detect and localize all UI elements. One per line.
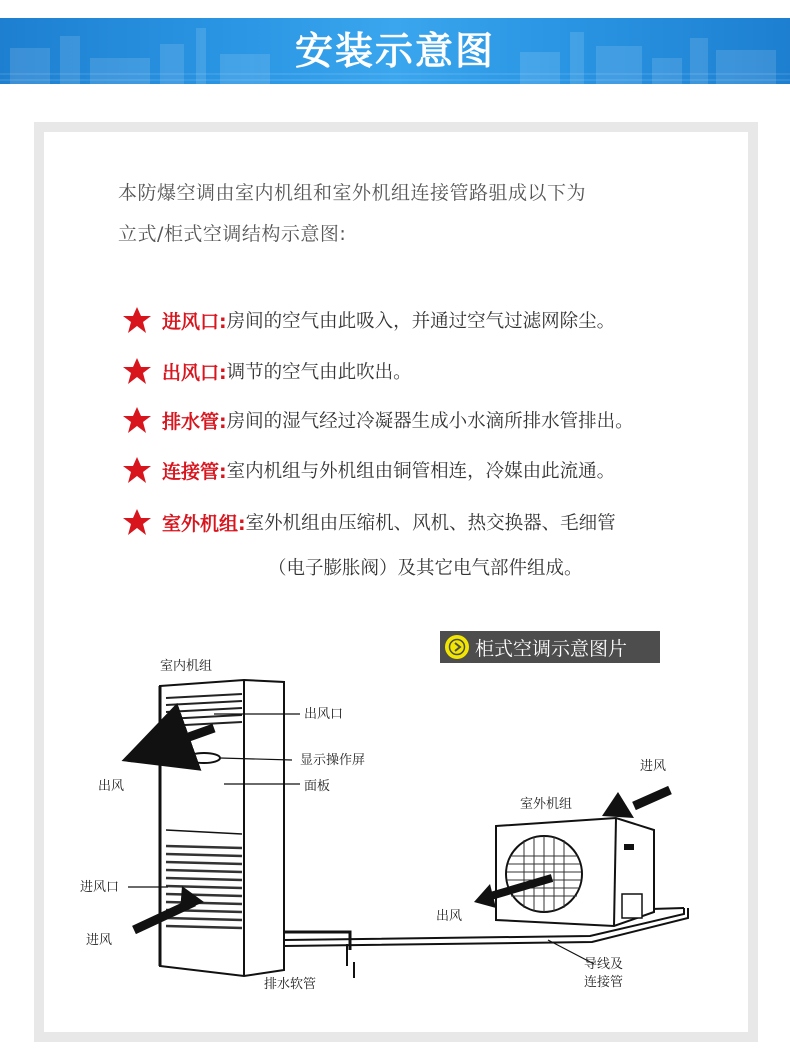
label-inlet: 进风口	[80, 880, 120, 895]
outdoor-inflow-arrow	[634, 790, 670, 806]
label-drain-hose: 排水软管	[264, 977, 317, 992]
intro-line-2: 立式/柜式空调结构示意图:	[118, 223, 347, 245]
red-star-icon	[122, 406, 152, 434]
feature-drain	[122, 405, 634, 435]
caption-text: 柜式空调示意图片	[475, 637, 628, 660]
label-wire-pipe-1: 导线及	[584, 957, 624, 972]
label-indoor-unit: 室内机组	[160, 659, 213, 674]
feature-label: 进风口:	[162, 310, 227, 333]
feature-outlet	[122, 356, 412, 386]
feature-text: 房间的空气由此吸入，并通过空气过滤网除尘。	[226, 311, 616, 332]
feature-text: 房间的湿气经过冷凝器生成小水滴所排水管排出。	[226, 411, 634, 432]
red-star-icon	[122, 357, 152, 385]
feature-text: 室外机组由压缩机、风机、热交换器、毛细管	[245, 513, 616, 534]
label-outlet: 出风口	[304, 707, 344, 722]
label-air-in-left: 进风	[86, 933, 113, 948]
feature-connection	[122, 455, 615, 485]
page-title: 安装示意图	[294, 29, 495, 73]
label-outdoor-unit: 室外机组	[520, 797, 573, 812]
feature-inlet	[122, 305, 615, 335]
feature-label: 室外机组:	[162, 512, 246, 535]
red-star-icon	[122, 306, 152, 334]
label-air-out-left: 出风	[98, 779, 125, 794]
feature-outdoor-unit	[122, 507, 616, 537]
label-display: 显示操作屏	[300, 753, 366, 768]
red-star-icon	[122, 456, 152, 484]
header-banner	[0, 18, 790, 84]
feature-text: 室内机组与外机组由铜管相连，冷媒由此流通。	[226, 461, 616, 482]
label-air-out-right: 出风	[436, 909, 463, 924]
indoor-unit	[160, 680, 284, 976]
feature-label: 排水管:	[162, 410, 227, 433]
feature-text: 调节的空气由此吹出。	[226, 362, 412, 383]
outdoor-unit	[496, 818, 654, 926]
feature-label: 出风口:	[162, 361, 227, 384]
label-air-in-right: 进风	[640, 759, 667, 774]
label-wire-pipe-2: 连接管	[584, 975, 624, 990]
label-panel: 面板	[304, 779, 331, 794]
feature-label: 连接管:	[162, 460, 227, 483]
ac-structure-diagram	[64, 650, 724, 1010]
feature-continuation: （电子膨胀阀）及其它电气部件组成。	[268, 558, 583, 579]
intro-line-1: 本防爆空调由室内机组和室外机组连接管路驵成以下为	[118, 182, 587, 204]
red-star-icon	[122, 508, 152, 536]
